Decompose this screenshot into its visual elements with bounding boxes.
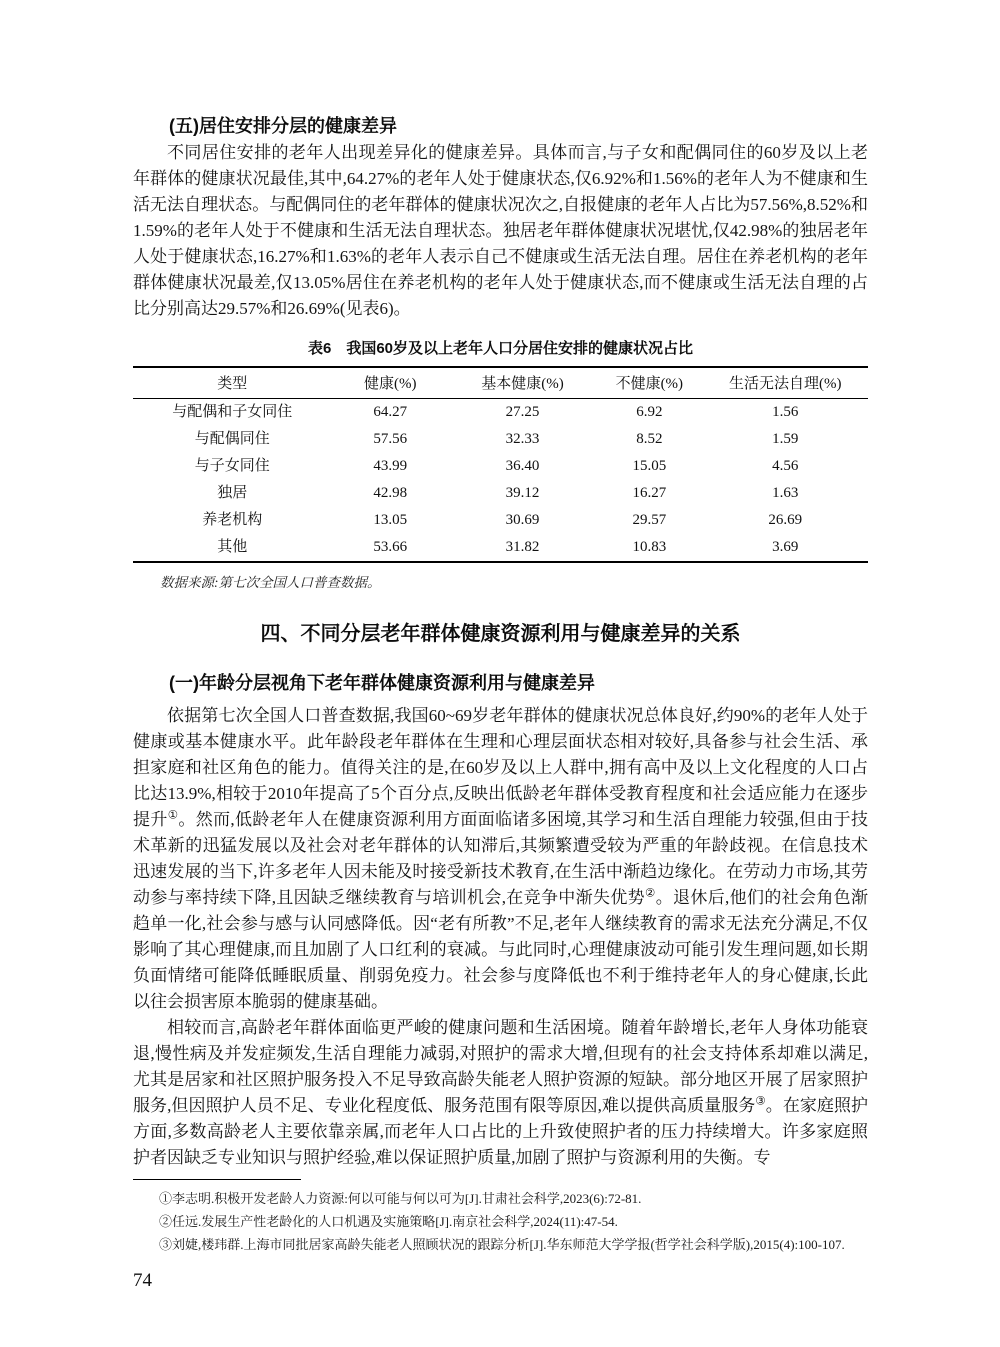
row-value-cell: 30.69	[505, 512, 540, 528]
row-value-cell: 1.59	[772, 431, 799, 447]
row-category-cell: 与子女同住	[194, 458, 270, 474]
row-value-cell: 31.82	[505, 539, 540, 555]
row-value-cell: 26.69	[768, 512, 803, 528]
row-value-cell: 53.66	[373, 539, 408, 555]
table-header-cell: 类型	[133, 367, 331, 399]
table-body	[133, 399, 868, 563]
row-value-cell: 13.05	[373, 512, 408, 528]
table-header-cell: 不健康(%)	[596, 367, 703, 399]
section4-sub1-heading: (一)年龄分层视角下老年群体健康资源利用与健康差异	[169, 673, 595, 693]
section4-heading: 四、不同分层老年群体健康资源利用与健康差异的关系	[260, 623, 741, 645]
row-category-cell: 与配偶同住	[194, 431, 270, 447]
row-value-cell: 15.05	[632, 458, 667, 474]
table-row	[133, 480, 868, 507]
row-value-cell: 57.56	[373, 431, 408, 447]
row-value-cell: 1.56	[772, 404, 799, 420]
table-row	[133, 426, 868, 453]
row-value-cell: 16.27	[632, 485, 667, 501]
table-header-cell: 基本健康(%)	[449, 367, 596, 399]
row-value-cell: 42.98	[373, 485, 408, 501]
row-value-cell: 10.83	[632, 539, 667, 555]
row-value-cell: 43.99	[373, 458, 408, 474]
row-value-cell: 3.69	[772, 539, 799, 555]
table-header-row	[133, 367, 868, 399]
table6-source-note: 数据来源:第七次全国人口普查数据。	[160, 575, 381, 590]
section4-sub1-paragraph2: 相较而言,高龄老年群体面临更严峻的健康问题和生活困境。随着年龄增长,老年人身体功能衰退,慢性病及并发症频发,生活自理能力减弱,对照护的需求大增,但现有的社会支持体系却难以满足,尤其是居家和社区照护服务投入不足导致高龄失能老人照护资源的短缺。部分地区开展了居家照护服务,但因照护人员不足、专业化程度低、服务范围有限等原因,难以提供高质量服务③。在家庭照护方面,多数高龄老人主要依靠亲属,而老年人口占比的上升致使照护者的压力持续增大。许多家庭照护者因缺乏专业知识与照护经验,难以保证照护质量,加剧了照护与资源利用的失衡。专	[133, 1018, 869, 1167]
section5-heading: (五)居住安排分层的健康差异	[169, 116, 397, 136]
row-value-cell: 39.12	[505, 485, 540, 501]
row-category-cell: 独居	[217, 485, 248, 501]
table-row	[133, 453, 868, 480]
row-value-cell: 4.56	[772, 458, 799, 474]
row-value-cell: 6.92	[636, 404, 663, 420]
table-header-cell: 生活无法自理(%)	[703, 367, 868, 399]
section5-paragraph: 不同居住安排的老年人出现差异化的健康差异。具体而言,与子女和配偶同住的60岁及以上老年群体的健康状况最佳,其中,64.27%的老年人处于健康状态,仅6.92%和1.56%的老年人为不健康和生活无法自理状态。与配偶同住的老年群体的健康状况次之,自报健康的老年人占比为57.56%,8.52%和1.59%的老年人处于不健康和生活无法自理状态。独居老年群体健康状况堪忧,仅42.98%的独居老年人处于健康状态,16.27%和1.63%的老年人表示自己不健康或生活无法自理。居住在养老机构的老年群体健康状况最差,仅13.05%居住在养老机构的老年人处于健康状态,而不健康或生活无法自理的占比分别高达29.57%和26.69%(见表6)。	[133, 143, 868, 318]
table-row	[133, 507, 868, 534]
footnote-item: ①李志明.积极开发老龄人力资源:何以可能与何以可为[J].甘肃社会科学,2023(6):72-81.	[159, 1191, 642, 1206]
table6-title: 表6 我国60岁及以上老年人口分居住安排的健康状况占比	[307, 340, 694, 357]
row-category-cell: 养老机构	[202, 512, 263, 528]
footnote-item: ③刘婕,楼玮群.上海市同批居家高龄失能老人照顾状况的跟踪分析[J].华东师范大学学报(哲学社会科学版),2015(4):100-107.	[159, 1237, 845, 1252]
page-content	[133, 112, 868, 1292]
table-row	[133, 534, 868, 562]
table6	[133, 366, 868, 563]
row-value-cell: 27.25	[505, 404, 540, 420]
row-category-cell: 与配偶和子女同住	[172, 404, 293, 420]
row-value-cell: 32.33	[505, 431, 540, 447]
row-value-cell: 64.27	[373, 404, 408, 420]
row-category-cell: 其他	[217, 539, 248, 555]
footnotes	[133, 1180, 868, 1256]
footnote-item: ②任远.发展生产性老龄化的人口机遇及实施策略[J].南京社会科学,2024(11):47-54.	[159, 1214, 618, 1229]
table-row	[133, 399, 868, 427]
table-header-cell: 健康(%)	[331, 367, 449, 399]
section4-sub1-paragraph1: 依据第七次全国人口普查数据,我国60~69岁老年群体的健康状况总体良好,约90%的老年人处于健康或基本健康水平。此年龄段老年群体在生理和心理层面状态相对较好,具备参与社会生活、承担家庭和社区角色的能力。值得关注的是,在60岁及以上人群中,拥有高中及以上文化程度的人口占比达13.9%,相较于2010年提高了5个百分点,反映出低龄老年群体受教育程度和社会适应能力在逐步提升①。然而,低龄老年人在健康资源利用方面面临诸多困境,其学习和生活自理能力较强,但由于技术革新的迅猛发展以及社会对老年群体的认知滞后,其频繁遭受较为严重的年龄歧视。在信息技术迅速发展的当下,许多老年人因未能及时接受新技术教育,在生活中渐趋边缘化。在劳动力市场,其劳动参与率持续下降,且因缺乏继续教育与培训机会,在竞争中渐失优势②。退休后,他们的社会角色渐趋单一化,社会参与感与认同感降低。因“老有所教”不足,老年人继续教育的需求无法充分满足,不仅影响了其心理健康,而且加剧了人口红利的衰减。与此同时,心理健康波动可能引发生理问题,如长期负面情绪可能降低睡眠质量、削弱免疫力。社会参与度降低也不利于维持老年人的身心健康,长此以往会损害原本脆弱的健康基础。	[133, 706, 869, 1011]
page-number: 74	[133, 1270, 152, 1291]
row-value-cell: 8.52	[636, 431, 663, 447]
row-value-cell: 36.40	[505, 458, 540, 474]
row-value-cell: 1.63	[772, 485, 799, 501]
row-value-cell: 29.57	[632, 512, 667, 528]
